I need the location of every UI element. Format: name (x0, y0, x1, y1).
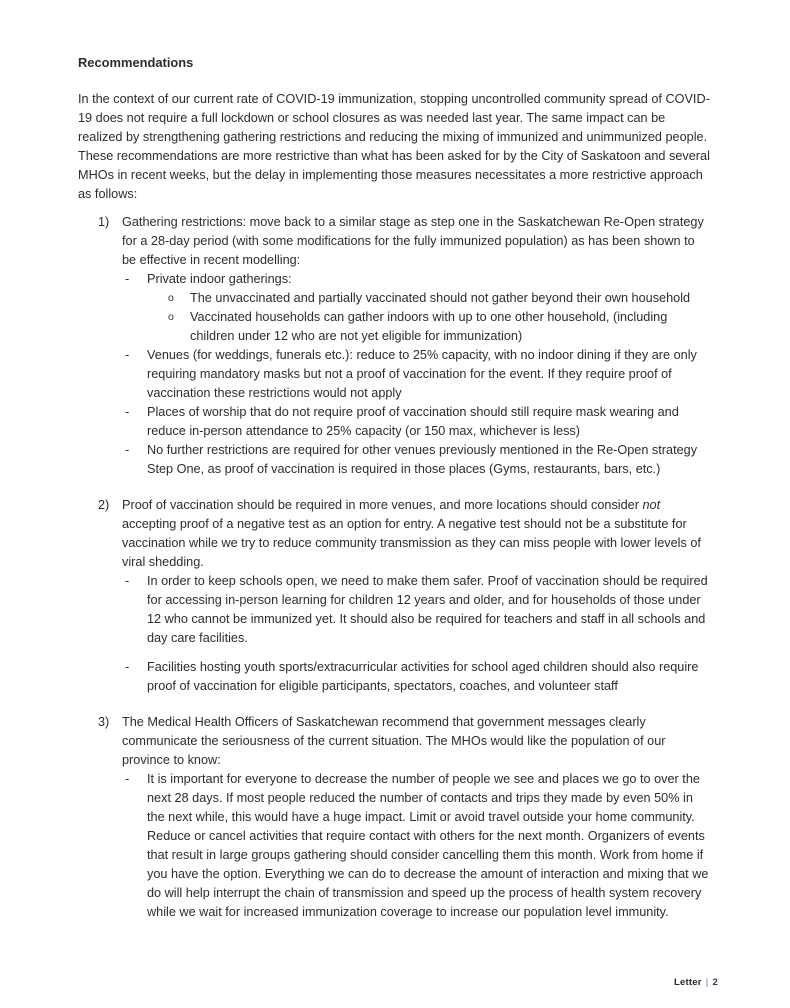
item-3-text: The Medical Health Officers of Saskatchewan recommend that government messages clearly communicate the seriousness of the current situation. The MHOs would like the population of our province to know: (122, 715, 666, 767)
intro-paragraph: In the context of our current rate of COVID-19 immunization, stopping uncontrolled community spread of COVID-19 does not require a full lockdown or school closures as was needed last year. The same impact can be realized by strengthening gathering restrictions and reducing the mixing of immunized and unimmunized people. These recommendations are more restrictive than what has been asked for by the City of Saskatoon and several MHOs in recent weeks, but the delay in implementing those measures necessitates a more restrictive approach as follows: (78, 92, 710, 201)
item-3-number: 3) (98, 715, 110, 729)
dash-item-text: It is important for everyone to decrease the number of people we see and places we go to over the next 28 days. If most people reduced the number of contacts and trips they made by even 50% in the next while, this would have a huge impact. Limit or avoid travel outside your home community. Reduce or cancel activities that require contact with others for the next month. Organizers of events that result in large groups gathering should consider cancelling them this month. Work from home if you have the option. Everything we can do to decrease the amount of interaction and mixing that we do will help interrupt the chain of transmission and speed up the process of health system recovery while we wait for increased immunization coverage to increase our population level immunity. (147, 772, 709, 919)
numbered-item-3 (78, 713, 712, 770)
circle-item-unvaccinated (78, 289, 712, 308)
item-2-text-italic: not (642, 498, 661, 512)
dash-item-text: Facilities hosting youth sports/extracurricular activities for school aged children should also require proof of vaccination for eligible participants, spectators, coaches, and volunteer staff (147, 660, 699, 693)
dash-item-decrease-contacts (78, 770, 712, 922)
circle-bullet: o (168, 311, 174, 323)
dash-item-youth-sports (78, 658, 712, 696)
item-2-text (122, 496, 712, 572)
dash-bullet: - (125, 405, 130, 419)
dash-item-private-gatherings (78, 270, 712, 289)
circle-item-vaccinated-households (78, 308, 712, 346)
dash-item-text: No further restrictions are required for other venues previously mentioned in the Re-Open strategy Step One, as proof of vaccination is required in those places (Gyms, restaurants, bars, etc.) (147, 443, 698, 476)
item-2-text-after: accepting proof of a negative test as an option for entry. A negative test should not be a substitute for vaccination while we try to reduce community transmission as they can miss people with lower levels of viral shedding. (122, 517, 701, 569)
numbered-item-1 (78, 213, 712, 270)
item-1-number: 1) (98, 215, 110, 229)
item-2-number: 2) (98, 498, 110, 512)
circle-bullet: o (168, 292, 174, 304)
footer-label: Letter (674, 977, 702, 988)
item-1-text: Gathering restrictions: move back to a similar stage as step one in the Saskatchewan Re-Open strategy for a 28-day period (with some modifications for the fully immunized population) as has been shown to be effective in recent modelling: (122, 215, 704, 267)
dash-item-text: In order to keep schools open, we need to make them safer. Proof of vaccination should be required for accessing in-person learning for children 12 years and older, and for households of those under 12 who cannot be immunized yet. It should also be required for teachers and staff in all schools and day care facilities. (147, 574, 708, 645)
footer-page-number: 2 (712, 977, 718, 988)
dash-bullet: - (125, 660, 130, 674)
dash-bullet: - (125, 272, 130, 286)
dash-item-venues (78, 346, 712, 403)
dash-bullet: - (125, 574, 130, 588)
footer-separator: | (705, 977, 709, 988)
dash-item-text: Private indoor gatherings: (147, 272, 292, 286)
dash-bullet: - (125, 348, 130, 362)
dash-item-text: Venues (for weddings, funerals etc.): reduce to 25% capacity, with no indoor dining if they are only requiring mandatory masks but not a proof of vaccination for the event. If they require proof of vaccination these restrictions would not apply (147, 348, 697, 400)
dash-bullet: - (125, 772, 130, 786)
dash-item-text: Places of worship that do not require proof of vaccination should still require mask wearing and reduce in-person attendance to 25% capacity (or 150 max, whichever is less) (147, 405, 679, 438)
dash-item-places-of-worship (78, 403, 712, 441)
dash-bullet: - (125, 443, 130, 457)
page-footer (674, 973, 718, 992)
numbered-item-2 (78, 496, 712, 572)
circle-item-text: Vaccinated households can gather indoors with up to one other household, (including children under 12 who are not yet eligible for immunization) (190, 310, 668, 343)
section-heading: Recommendations (78, 55, 194, 70)
dash-item-no-further-restrictions (78, 441, 712, 479)
item-2-text-before: Proof of vaccination should be required in more venues, and more locations should consider (122, 498, 643, 512)
dash-item-schools-open (78, 572, 712, 648)
circle-item-text: The unvaccinated and partially vaccinated should not gather beyond their own household (190, 291, 691, 305)
